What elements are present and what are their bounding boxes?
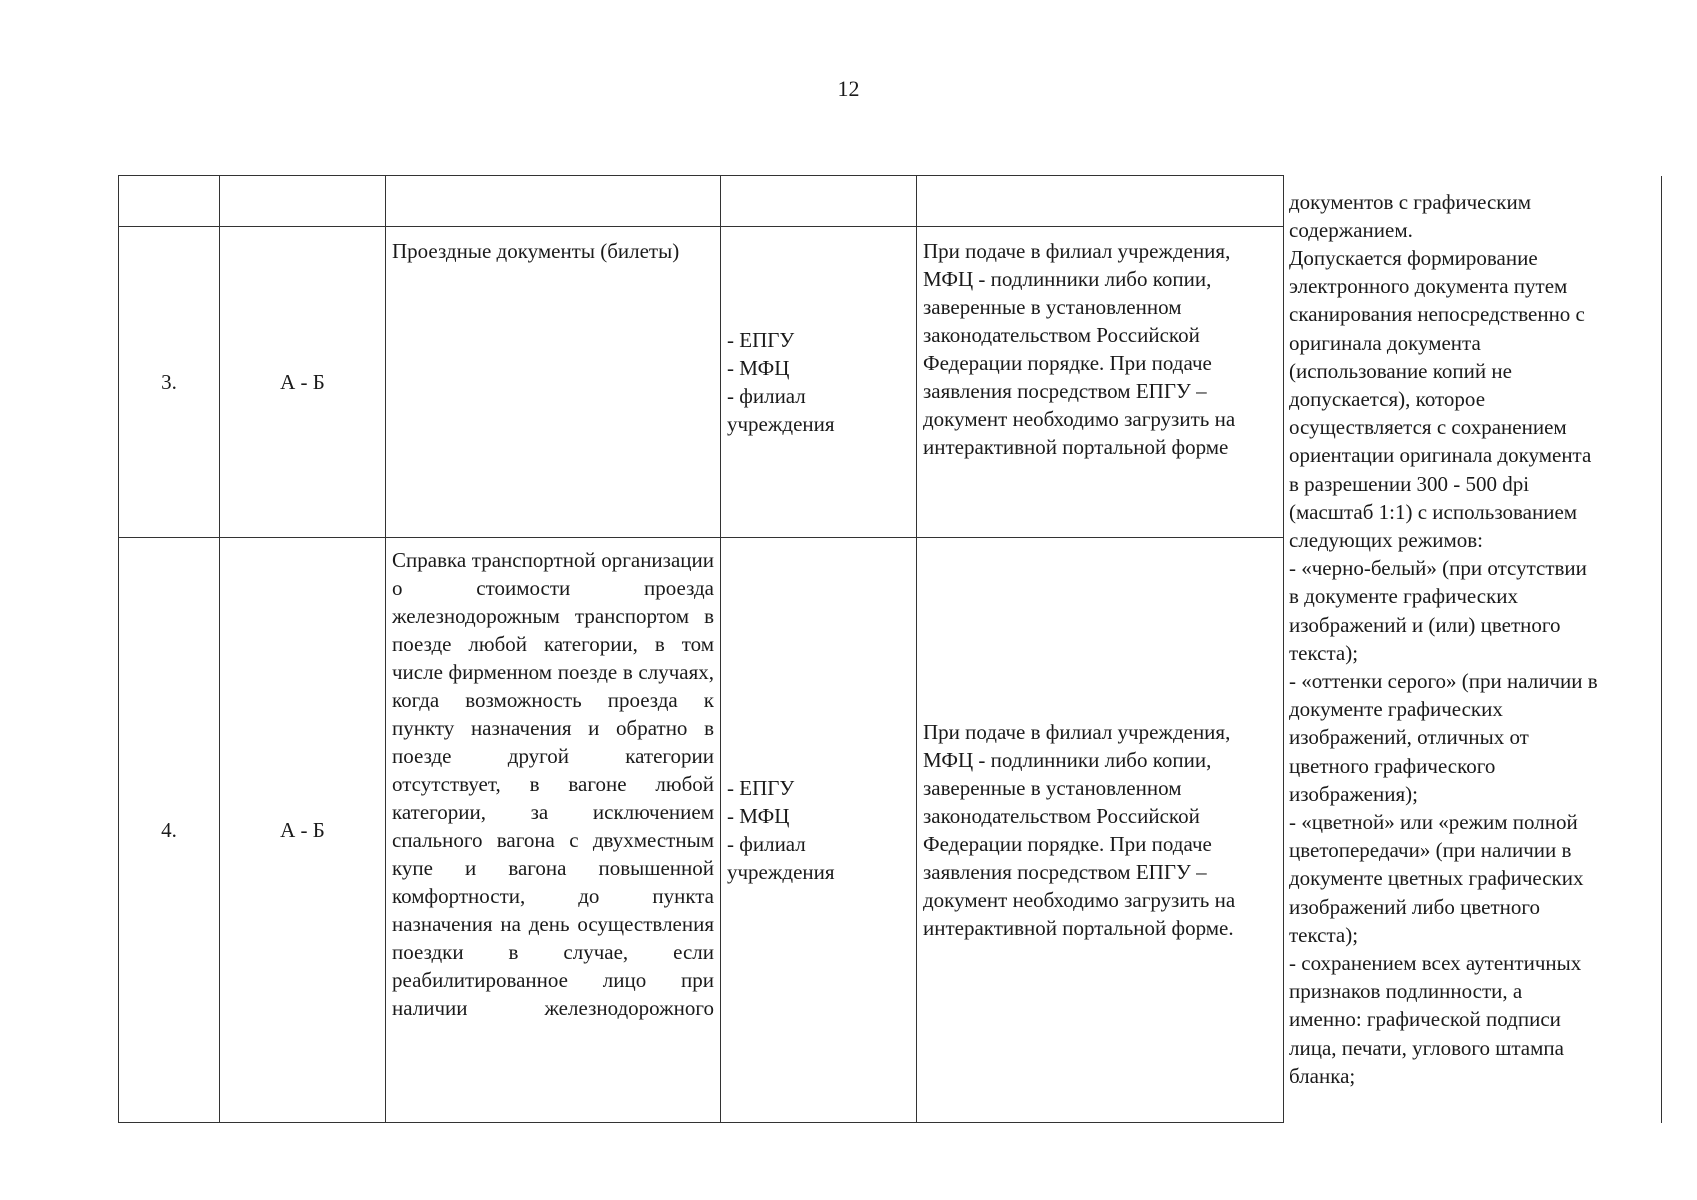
requirements-line: - «оттенки серого» (при наличии в — [1289, 668, 1598, 693]
requirements-line: в разрешении 300 - 500 dpi — [1289, 471, 1530, 496]
requirements-cell — [1284, 176, 1662, 1123]
requirements-line: документов с графическим — [1289, 189, 1532, 214]
category-cell: А - Б — [220, 227, 386, 538]
empty-cell — [917, 176, 1284, 227]
row-number: 4. — [119, 538, 220, 1123]
requirements-line: оригинала документа — [1289, 330, 1481, 355]
documents-table — [118, 175, 1662, 1123]
requirements-line: содержанием. — [1289, 217, 1413, 242]
empty-cell — [386, 176, 721, 227]
requirements-line: ориентации оригинала документа — [1289, 443, 1592, 468]
requirements-line: текста); — [1289, 640, 1359, 665]
document-name-cell: Справка транспортной организации о стоимости проезда железнодорожным транспортом в поезде любой категории, в том числе фирменном поезде в случаях, когда возможность проезда к пункту назначения и обратно в поезде другой категории отсутствует, в вагоне любой категории, за исключением спального вагона с двухместным купе и вагона повышенной комфортности, до пункта назначения на день осуществления поездки в случае, если реабилитированное лицо при наличии железнодорожного — [386, 538, 721, 1123]
requirements-line: сканирования непосредственно с — [1289, 302, 1585, 327]
channel-item: учреждения — [727, 860, 835, 884]
submission-note-cell: При подаче в филиал учреждения, МФЦ - подлинники либо копии, заверенные в установленном законодательством Российской Федерации порядке. При подаче заявления посредством ЕПГУ – документ необходимо загрузить на интерактивной портальной форме — [917, 227, 1284, 538]
requirements-line: бланка; — [1289, 1063, 1356, 1088]
empty-cell — [721, 176, 917, 227]
channel-item: - МФЦ — [727, 804, 790, 828]
requirements-line: лица, печати, углового штампа — [1289, 1035, 1564, 1060]
requirements-line: - «черно-белый» (при отсутствии — [1289, 556, 1587, 581]
requirements-line: документе графических — [1289, 697, 1503, 722]
requirements-line: - «цветной» или «режим полной — [1289, 809, 1578, 834]
requirements-line: документе цветных графических — [1289, 866, 1584, 891]
requirements-line: изображений либо цветного — [1289, 894, 1540, 919]
requirements-line: изображения); — [1289, 781, 1418, 806]
category-cell: А - Б — [220, 538, 386, 1123]
submission-channels-cell — [721, 227, 917, 538]
channel-item: - филиал — [727, 832, 806, 856]
requirements-line: признаков подлинности, а — [1289, 979, 1523, 1004]
requirements-line: именно: графической подписи — [1289, 1007, 1561, 1032]
requirements-line: электронного документа путем — [1289, 274, 1568, 299]
requirements-line: (использование копий не — [1289, 358, 1512, 383]
requirements-line: цветопередачи» (при наличии в — [1289, 838, 1572, 863]
table-row-continuation — [119, 176, 1662, 227]
empty-cell — [220, 176, 386, 227]
channel-item: - МФЦ — [727, 356, 790, 380]
submission-note-cell: При подаче в филиал учреждения, МФЦ - подлинники либо копии, заверенные в установленном законодательством Российской Федерации порядке. При подаче заявления посредством ЕПГУ – документ необходимо загрузить на интерактивной портальной форме. — [917, 538, 1284, 1123]
page-number: 12 — [837, 76, 860, 101]
requirements-line: изображений, отличных от — [1289, 725, 1529, 750]
channel-item: - ЕПГУ — [727, 776, 795, 800]
requirements-line: Допускается формирование — [1289, 245, 1538, 270]
document-name-cell: Проездные документы (билеты) — [386, 227, 721, 538]
channel-item: учреждения — [727, 412, 835, 436]
requirements-line: осуществляется с сохранением — [1289, 415, 1567, 440]
requirements-line: (масштаб 1:1) с использованием — [1289, 499, 1578, 524]
requirements-line: цветного графического — [1289, 753, 1496, 778]
channel-item: - филиал — [727, 384, 806, 408]
requirements-line: изображений и (или) цветного — [1289, 612, 1561, 637]
requirements-line: - сохранением всех аутентичных — [1289, 950, 1582, 975]
requirements-line: допускается), которое — [1289, 386, 1486, 411]
empty-cell — [119, 176, 220, 227]
row-number: 3. — [119, 227, 220, 538]
submission-channels-cell — [721, 538, 917, 1123]
requirements-line: следующих режимов: — [1289, 527, 1483, 552]
channel-item: - ЕПГУ — [727, 328, 795, 352]
requirements-line: в документе графических — [1289, 584, 1519, 609]
requirements-line: текста); — [1289, 922, 1359, 947]
